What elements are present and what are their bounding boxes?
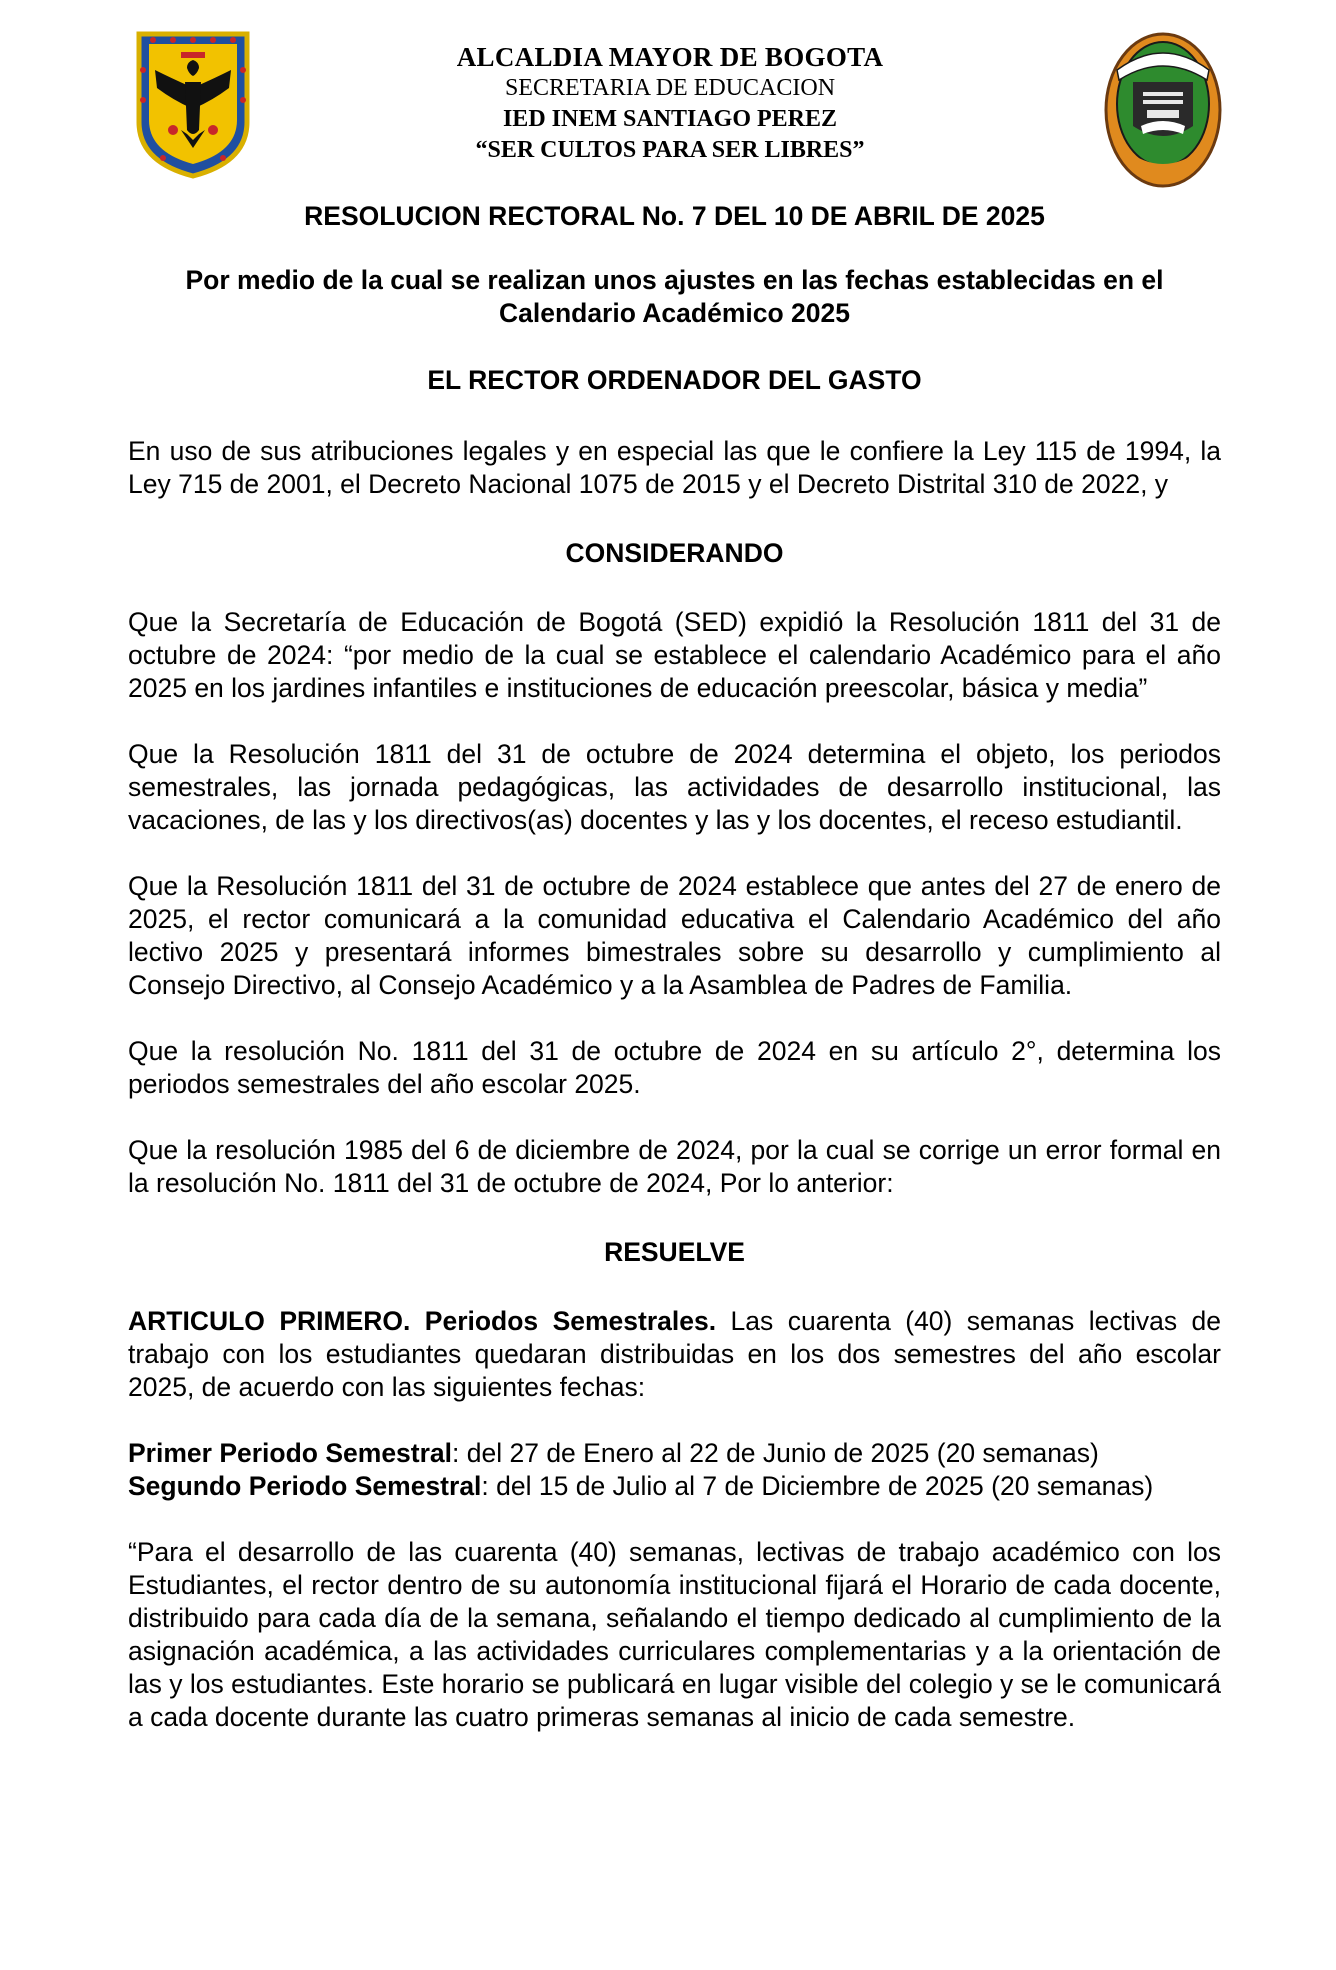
considerando-paragraph: Que la resolución No. 1811 del 31 de octubre de 2024 en su artículo 2°, determina los periodos semestrales del año escolar 2025.	[128, 1036, 1221, 1099]
document-body	[128, 200, 1221, 1734]
considerando-paragraph: Que la Resolución 1811 del 31 de octubre de 2024 determina el objeto, los periodos semestrales, las jornada pedagógicas, las actividades de desarrollo institucional, las vacaciones, de las y los directivos(as) docentes y las y los docentes, el receso estudiantil.	[128, 739, 1221, 835]
intro-paragraph: En uso de sus atribuciones legales y en especial las que le confiere la Ley 115 de 1994, la Ley 715 de 2001, el Decreto Nacional 1075 de 2015 y el Decreto Distrital 310 de 2022, y	[128, 436, 1221, 499]
periodo-label: Segundo Periodo Semestral	[128, 1471, 482, 1501]
header-line-3: IED INEM SANTIAGO PEREZ	[502, 106, 838, 132]
considerando-heading: CONSIDERANDO	[565, 538, 784, 568]
resuelve-heading: RESUELVE	[604, 1237, 745, 1267]
considerando-paragraph: Que la Resolución 1811 del 31 de octubre de 2024 establece que antes del 27 de enero de 2025, el rector comunicará a la comunidad educativa el Calendario Académico del año lectivo 2025 y presentará informes bimestrales sobre su desarrollo y cumplimiento al Consejo Directivo, al Consejo Académico y a la Asamblea de Padres de Familia.	[128, 871, 1221, 1000]
resolution-subtitle	[128, 264, 1221, 330]
letterhead	[0, 30, 1336, 190]
periodo-segundo	[128, 1470, 1221, 1503]
periodo-text: : del 15 de Julio al 7 de Diciembre de 2025 (20 semanas)	[481, 1471, 1154, 1501]
periodo-text: : del 27 de Enero al 22 de Junio de 2025 (20 semanas)	[452, 1438, 1099, 1468]
rector-heading: EL RECTOR ORDENADOR DEL GASTO	[427, 365, 922, 395]
letterhead-text	[360, 42, 980, 166]
resolution-title: RESOLUCION RECTORAL No. 7 DEL 10 DE ABRIL DE 2025	[304, 201, 1045, 231]
periodo-label: Primer Periodo Semestral	[128, 1438, 453, 1468]
header-line-4: “SER CULTOS PARA SER LIBRES”	[475, 137, 865, 163]
header-line-2: SECRETARIA DE EDUCACION	[504, 75, 836, 101]
subtitle-line-1: Por medio de la cual se realizan unos ajustes en las fechas establecidas en el	[185, 265, 1164, 295]
periodo-primero	[128, 1437, 1221, 1470]
header-line-1: ALCALDIA MAYOR DE BOGOTA	[456, 42, 884, 72]
bogota-coat-of-arms-icon	[133, 30, 253, 180]
subtitle-line-2: Calendario Académico 2025	[498, 298, 851, 328]
articulo-primero-text: Las cuarenta (40) semanas lectivas de trabajo con los estudiantes quedaran distribuidas en los dos semestres del año escolar 2025, de acuerdo con las siguientes fechas:	[128, 1306, 1221, 1402]
articulo-primero	[128, 1305, 1221, 1404]
articulo-primero-label: ARTICULO PRIMERO. Periodos Semestrales.	[128, 1306, 717, 1336]
considerando-paragraph: Que la resolución 1985 del 6 de diciembre de 2024, por la cual se corrige un error formal en la resolución No. 1811 del 31 de octubre de 2024, Por lo anterior:	[128, 1135, 1221, 1198]
considerando-paragraph: Que la Secretaría de Educación de Bogotá (SED) expidió la Resolución 1811 del 31 de octubre de 2024: “por medio de la cual se establece el calendario Académico para el año 2025 en los jardines infantiles e instituciones de educación preescolar, básica y media”	[128, 607, 1221, 703]
school-crest-icon	[1103, 30, 1223, 190]
closing-paragraph: “Para el desarrollo de las cuarenta (40) semanas, lectivas de trabajo académico con los Estudiantes, el rector dentro de su autonomía institucional fijará el Horario de cada docente, distribuido para cada día de la semana, señalando el tiempo dedicado al cumplimiento de la asignación académica, a las actividades curriculares complementarias y a la orientación de las y los estudiantes. Este horario se publicará en lugar visible del colegio y se le comunicará a cada docente durante las cuatro primeras semanas al inicio de cada semestre.	[128, 1537, 1221, 1732]
